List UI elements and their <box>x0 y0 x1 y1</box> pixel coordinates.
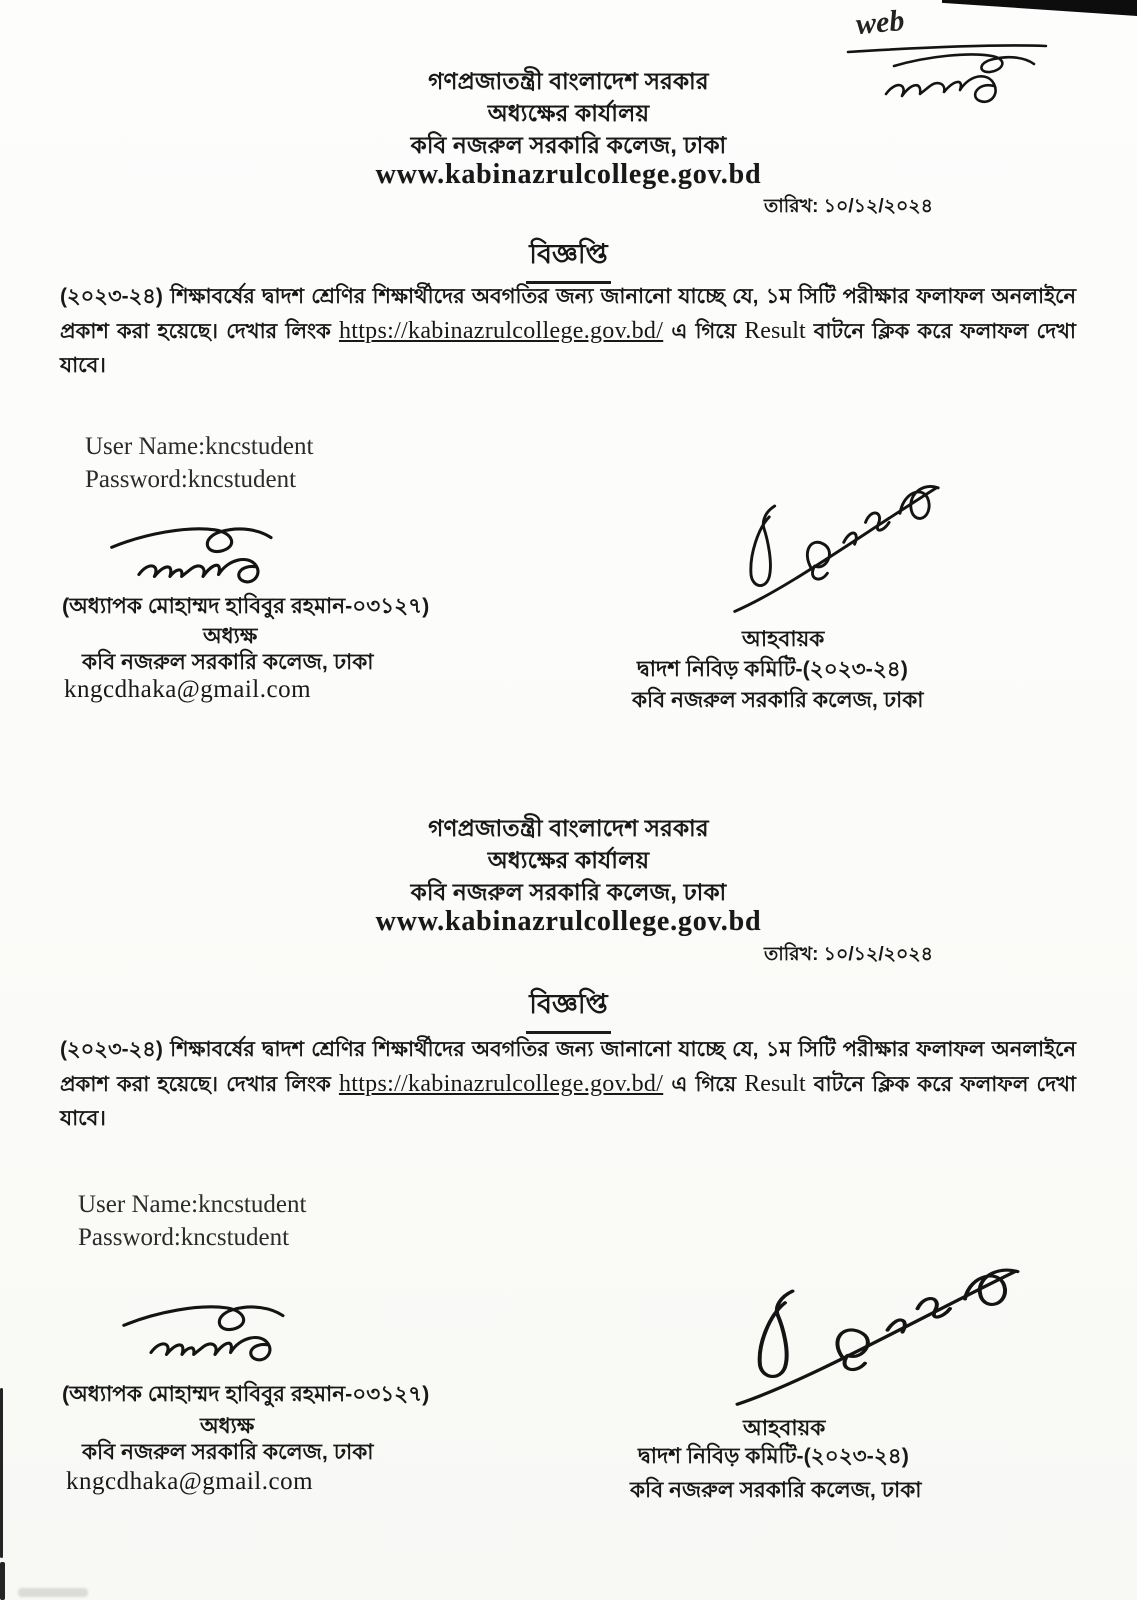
result-word: Result <box>744 1071 806 1097</box>
convener-organization: কবি নজরুল সরকারি কলেজ, ঢাকা <box>630 1478 922 1502</box>
principal-name: (অধ্যাপক মোহাম্মদ হাবিবুর রহমান-০৩১২৭) <box>62 594 430 618</box>
notice-date: তারিখ: ১০/১২/২০২৪ <box>763 944 933 965</box>
college-email: kngcdhaka@gmail.com <box>66 1468 314 1495</box>
convener-committee: দ্বাদশ নিবিড় কমিটি-(২০২৩-২৪) <box>637 657 908 681</box>
convener-signature <box>722 470 940 622</box>
convener-committee: দ্বাদশ নিবিড় কমিটি-(২০২৩-২৪) <box>638 1444 909 1468</box>
login-credentials <box>78 1188 306 1254</box>
principal-designation: অধ্যক্ষ <box>200 1414 255 1438</box>
convener-designation: আহবায়ক <box>743 1416 826 1440</box>
notice-title: বিজ্ঞপ্তি <box>526 984 611 1034</box>
body-text-before: (২০২৩-২৪) শিক্ষাবর্ষের দ্বাদশ শ্রেণির শিক্ষার্থীদের অবগতির জন্য জানানো যাচ্ছে যে, ১ম সিটি পরীক্ষার ফলাফল অনলাইনে প্রকাশ করা হয়েছে। দেখার লিংক <box>60 1038 1076 1096</box>
body-text-after: বাটনে ক্লিক করে ফলাফল দেখা যাবে। <box>60 320 1076 377</box>
govt-title: গণপ্রজাতন্ত্রী বাংলাদেশ সরকার <box>428 815 709 841</box>
notice-date: তারিখ: ১০/১২/২০২৪ <box>763 196 933 217</box>
notice-body <box>60 280 1076 383</box>
scan-artifact-left-corner <box>0 1562 5 1600</box>
office-title: অধ্যক্ষের কার্যালয় <box>487 847 650 873</box>
login-credentials <box>85 430 313 496</box>
college-website: www.kabinazrulcollege.gov.bd <box>375 159 762 190</box>
college-name: কবি নজরুল সরকারি কলেজ, ঢাকা <box>410 879 727 905</box>
college-email: kngcdhaka@gmail.com <box>64 676 312 703</box>
scan-artifact-left-edge <box>0 1388 3 1558</box>
body-text-mid: এ গিয়ে <box>663 320 745 343</box>
scan-artifact-bottom-smudge <box>18 1588 88 1597</box>
college-website: www.kabinazrulcollege.gov.bd <box>375 906 762 937</box>
convener-signature <box>720 1256 1020 1412</box>
office-title: অধ্যক্ষের কার্যালয় <box>487 100 650 126</box>
notice-title: বিজ্ঞপ্তি <box>526 234 611 284</box>
password-line: Password:kncstudent <box>85 466 297 493</box>
principal-name: (অধ্যাপক মোহাম্মদ হাবিবুর রহমান-০৩১২৭) <box>62 1382 430 1406</box>
principal-signature <box>118 1300 346 1372</box>
govt-title: গণপ্রজাতন্ত্রী বাংলাদেশ সরকার <box>428 68 709 94</box>
body-text-before: (২০২৩-২৪) শিক্ষাবর্ষের দ্বাদশ শ্রেণির শিক্ষার্থীদের অবগতির জন্য জানানো যাচ্ছে যে, ১ম সিটি পরীক্ষার ফলাফল অনলাইনে প্রকাশ করা হয়েছে। দেখার লিংক <box>60 285 1076 343</box>
password-line: Password:kncstudent <box>78 1224 290 1251</box>
notice-body <box>60 1033 1076 1136</box>
body-text-after: বাটনে ক্লিক করে ফলাফল দেখা যাবে। <box>60 1073 1076 1130</box>
body-text-mid: এ গিয়ে <box>663 1073 745 1096</box>
principal-designation: অধ্যক্ষ <box>203 624 258 648</box>
result-link: https://kabinazrulcollege.gov.bd/ <box>338 1071 664 1097</box>
college-name: কবি নজরুল সরকারি কলেজ, ঢাকা <box>410 132 727 158</box>
username-line: User Name:kncstudent <box>78 1191 307 1218</box>
result-link: https://kabinazrulcollege.gov.bd/ <box>338 318 664 344</box>
username-line: User Name:kncstudent <box>85 433 314 460</box>
convener-designation: আহবায়ক <box>742 627 825 651</box>
result-word: Result <box>744 318 806 344</box>
handwritten-web-text: web <box>854 3 906 42</box>
principal-signature <box>105 524 335 592</box>
notice-title-wrap <box>0 984 1137 1034</box>
principal-organization: কবি নজরুল সরকারি কলেজ, ঢাকা <box>82 1440 374 1464</box>
convener-organization: কবি নজরুল সরকারি কলেজ, ঢাকা <box>632 688 924 712</box>
principal-organization: কবি নজরুল সরকারি কলেজ, ঢাকা <box>82 650 374 674</box>
notice-title-wrap <box>0 234 1137 284</box>
